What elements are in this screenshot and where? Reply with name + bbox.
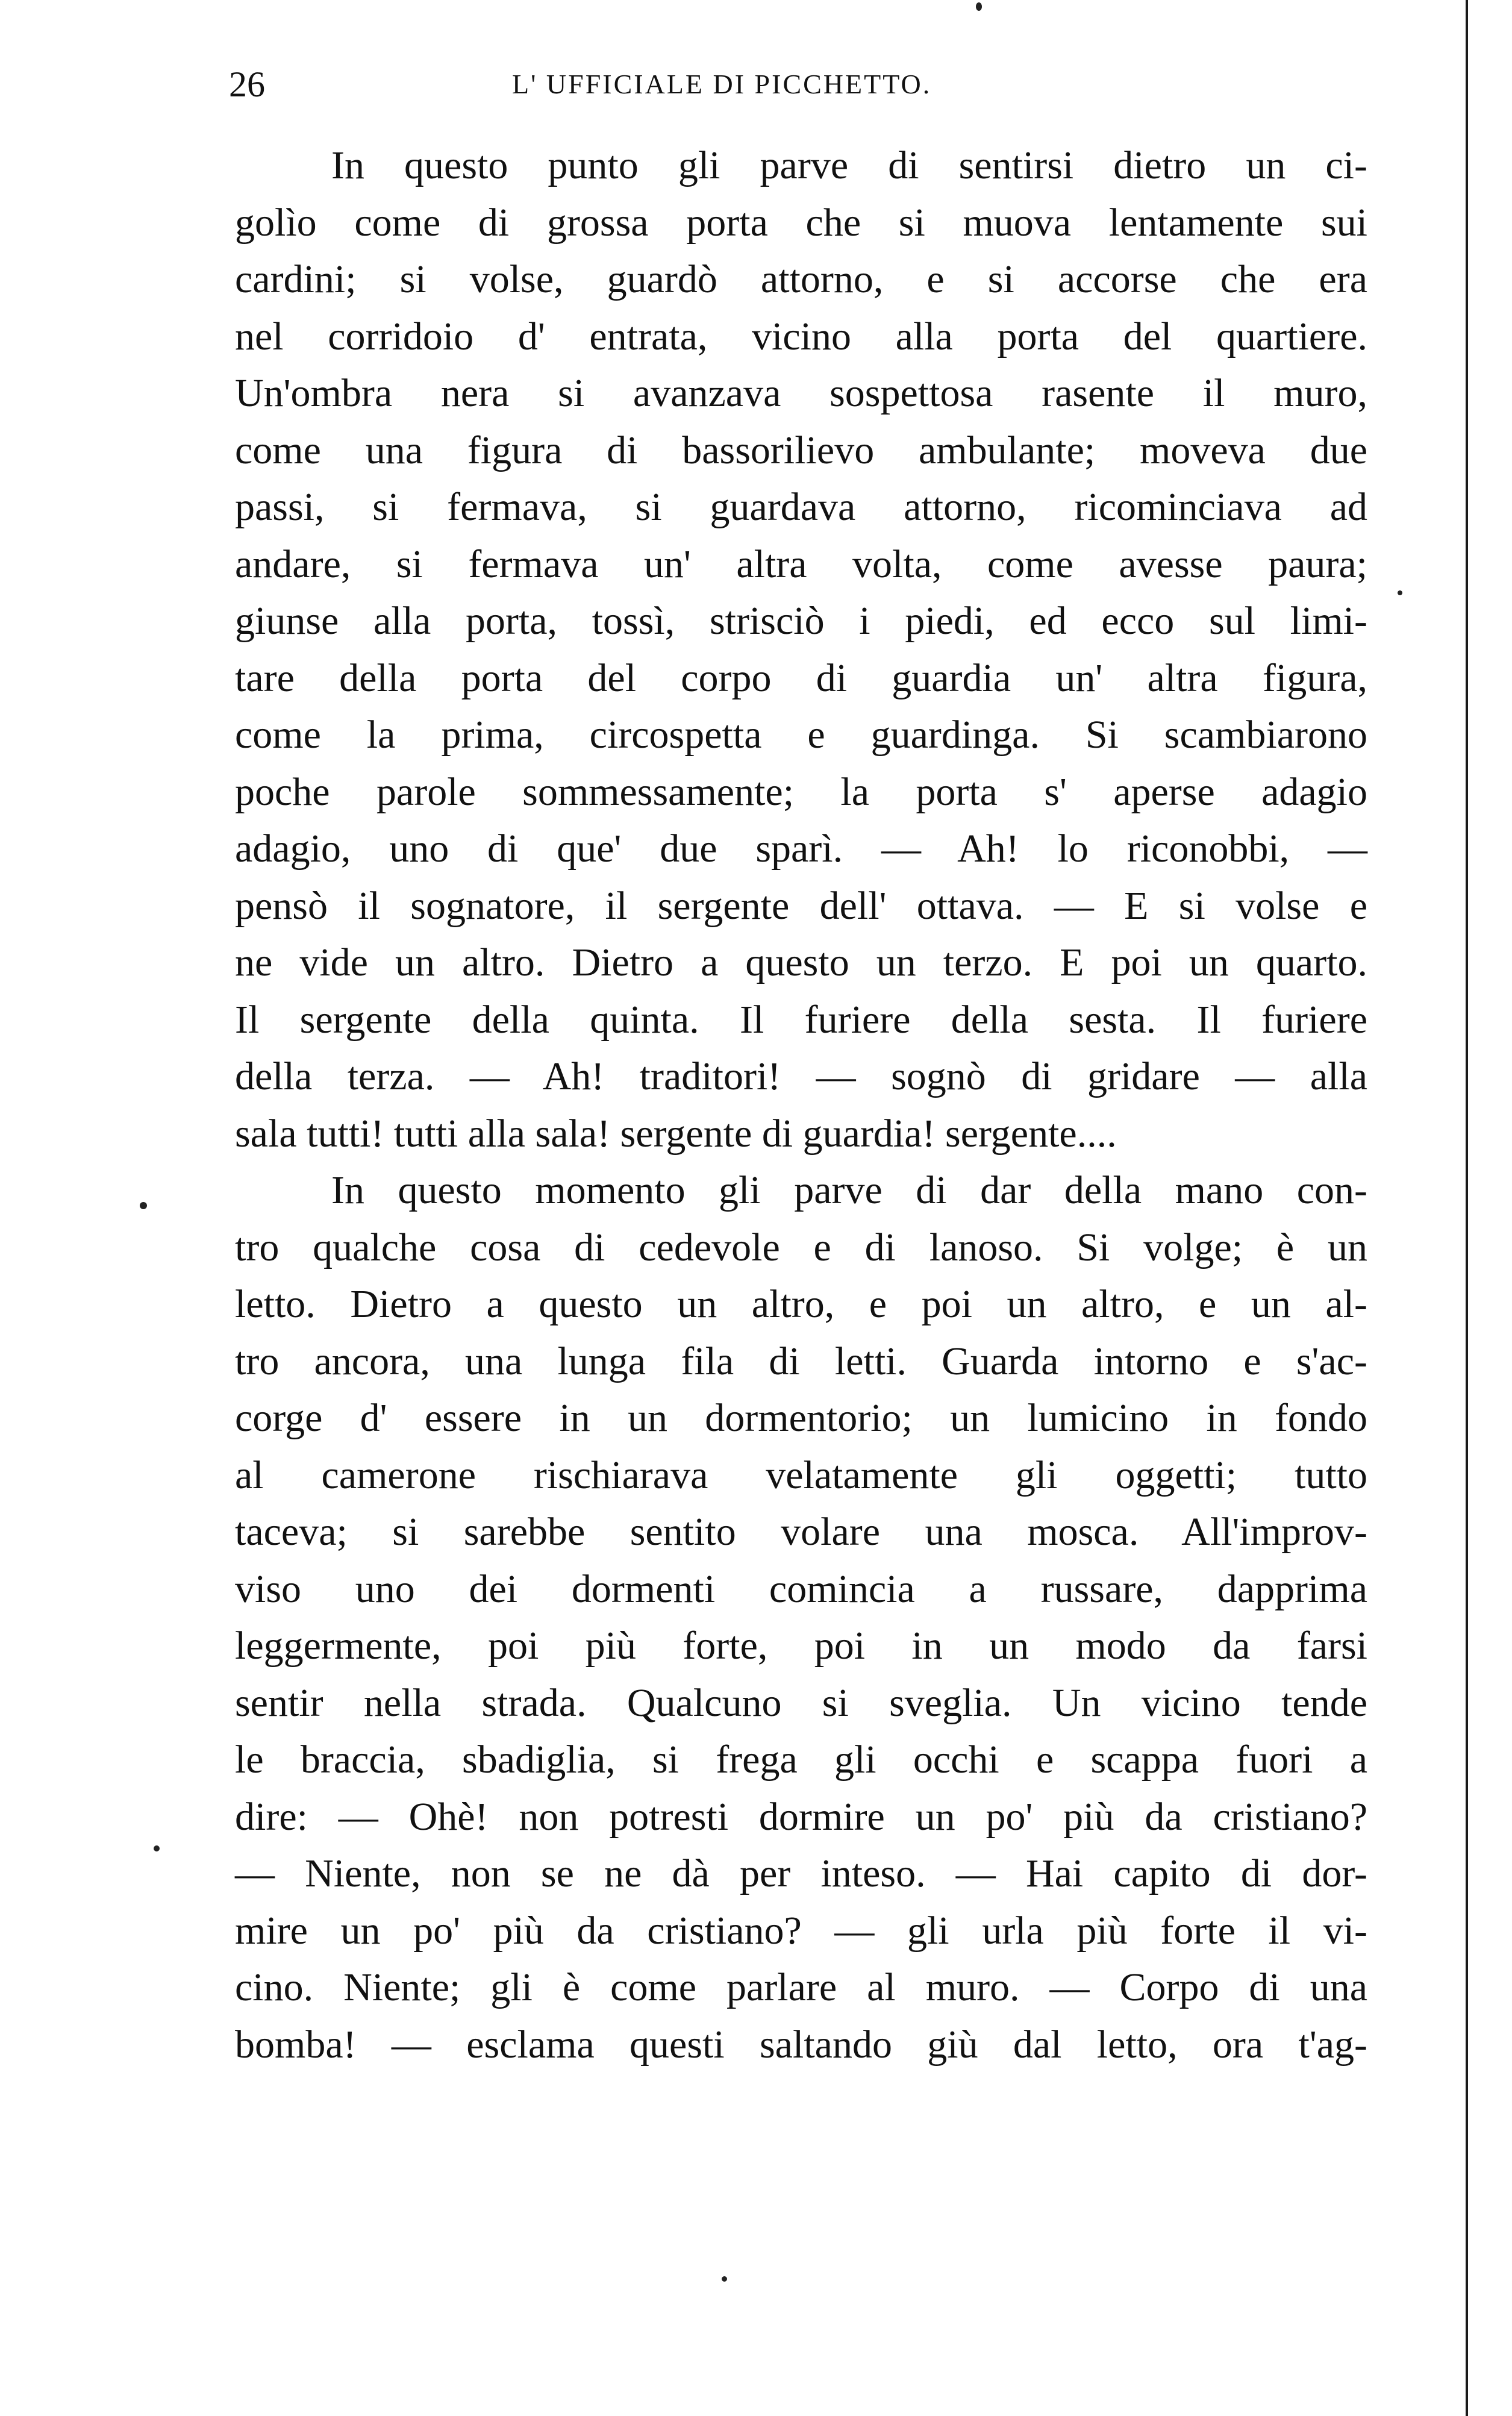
print-speck	[1398, 590, 1402, 595]
text-line: bomba! — esclama questi saltando giù dal letto, ora t'ag-	[235, 2022, 1367, 2067]
text-line: letto. Dietro a questo un altro, e poi un altro, e un al-	[235, 1282, 1367, 1326]
text-line: come la prima, circospetta e guardinga. Si scambiarono	[235, 713, 1367, 757]
print-speck	[140, 1202, 147, 1209]
text-line: tro qualche cosa di cedevole e di lanoso. Si volge; è un	[235, 1225, 1367, 1269]
text-line: mire un po' più da cristiano? — gli urla più forte il vi-	[235, 1908, 1367, 1953]
text-line: ne vide un altro. Dietro a questo un terzo. E poi un quarto.	[235, 940, 1367, 984]
text-line: dire: — Ohè! non potresti dormire un po' più da cristiano?	[235, 1794, 1367, 1839]
body-text	[235, 137, 1367, 2073]
text-line: al camerone rischiarava velatamente gli oggetti; tutto	[235, 1453, 1367, 1497]
text-line: cardini; si volse, guardò attorno, e si accorse che era	[235, 257, 1367, 301]
text-line: sala tutti! tutti alla sala! sergente di guardia! sergente....	[235, 1111, 1117, 1156]
text-line: della terza. — Ah! traditori! — sognò di gridare — alla	[235, 1054, 1367, 1098]
text-line: come una figura di bassorilievo ambulante; moveva due	[235, 428, 1367, 472]
text-line: — Niente, non se ne dà per inteso. — Hai capito di dor-	[235, 1851, 1367, 1895]
text-line: le braccia, sbadiglia, si frega gli occhi e scappa fuori a	[235, 1738, 1367, 1782]
text-line: giunse alla porta, tossì, strisciò i piedi, ed ecco sul limi-	[235, 599, 1367, 643]
page-edge-rule	[1466, 0, 1468, 2416]
text-line: tare della porta del corpo di guardia un' altra figura,	[235, 656, 1367, 700]
text-line: corge d' essere in un dormentorio; un lumicino in fondo	[235, 1396, 1367, 1440]
text-line: In questo punto gli parve di sentirsi dietro un ci-	[331, 143, 1367, 187]
text-line: Il sergente della quinta. Il furiere della sesta. Il furiere	[235, 997, 1367, 1042]
text-line: adagio, uno di que' due sparì. — Ah! lo riconobbi, —	[235, 827, 1367, 871]
text-line: andare, si fermava un' altra volta, come avesse paura;	[235, 542, 1367, 586]
page-number: 26	[229, 64, 265, 104]
text-line: taceva; si sarebbe sentito volare una mosca. All'improv-	[235, 1510, 1367, 1554]
print-speck	[722, 2276, 727, 2282]
text-line: leggermente, poi più forte, poi in un modo da farsi	[235, 1624, 1367, 1668]
running-head: L' UFFICIALE DI PICCHETTO.	[512, 69, 932, 99]
text-line: poche parole sommessamente; la porta s' aperse adagio	[235, 769, 1367, 814]
print-speck	[154, 1845, 160, 1851]
page-header	[229, 57, 1373, 111]
text-line: nel corridoio d' entrata, vicino alla porta del quartiere.	[235, 314, 1367, 358]
text-line: In questo momento gli parve di dar della mano con-	[331, 1168, 1367, 1212]
text-line: cino. Niente; gli è come parlare al muro. — Corpo di una	[235, 1965, 1367, 2009]
text-line: sentir nella strada. Qualcuno si sveglia. Un vicino tende	[235, 1680, 1367, 1725]
text-line: viso uno dei dormenti comincia a russare, dapprima	[235, 1566, 1367, 1611]
text-line: golìo come di grossa porta che si muova lentamente sui	[235, 200, 1367, 245]
text-line: pensò il sognatore, il sergente dell' ottava. — E si volse e	[235, 883, 1367, 928]
print-speck	[976, 2, 982, 11]
text-line: Un'ombra nera si avanzava sospettosa rasente il muro,	[235, 371, 1367, 415]
text-line: tro ancora, una lunga fila di letti. Guarda intorno e s'ac-	[235, 1339, 1367, 1383]
text-line: passi, si fermava, si guardava attorno, ricominciava ad	[235, 485, 1367, 529]
